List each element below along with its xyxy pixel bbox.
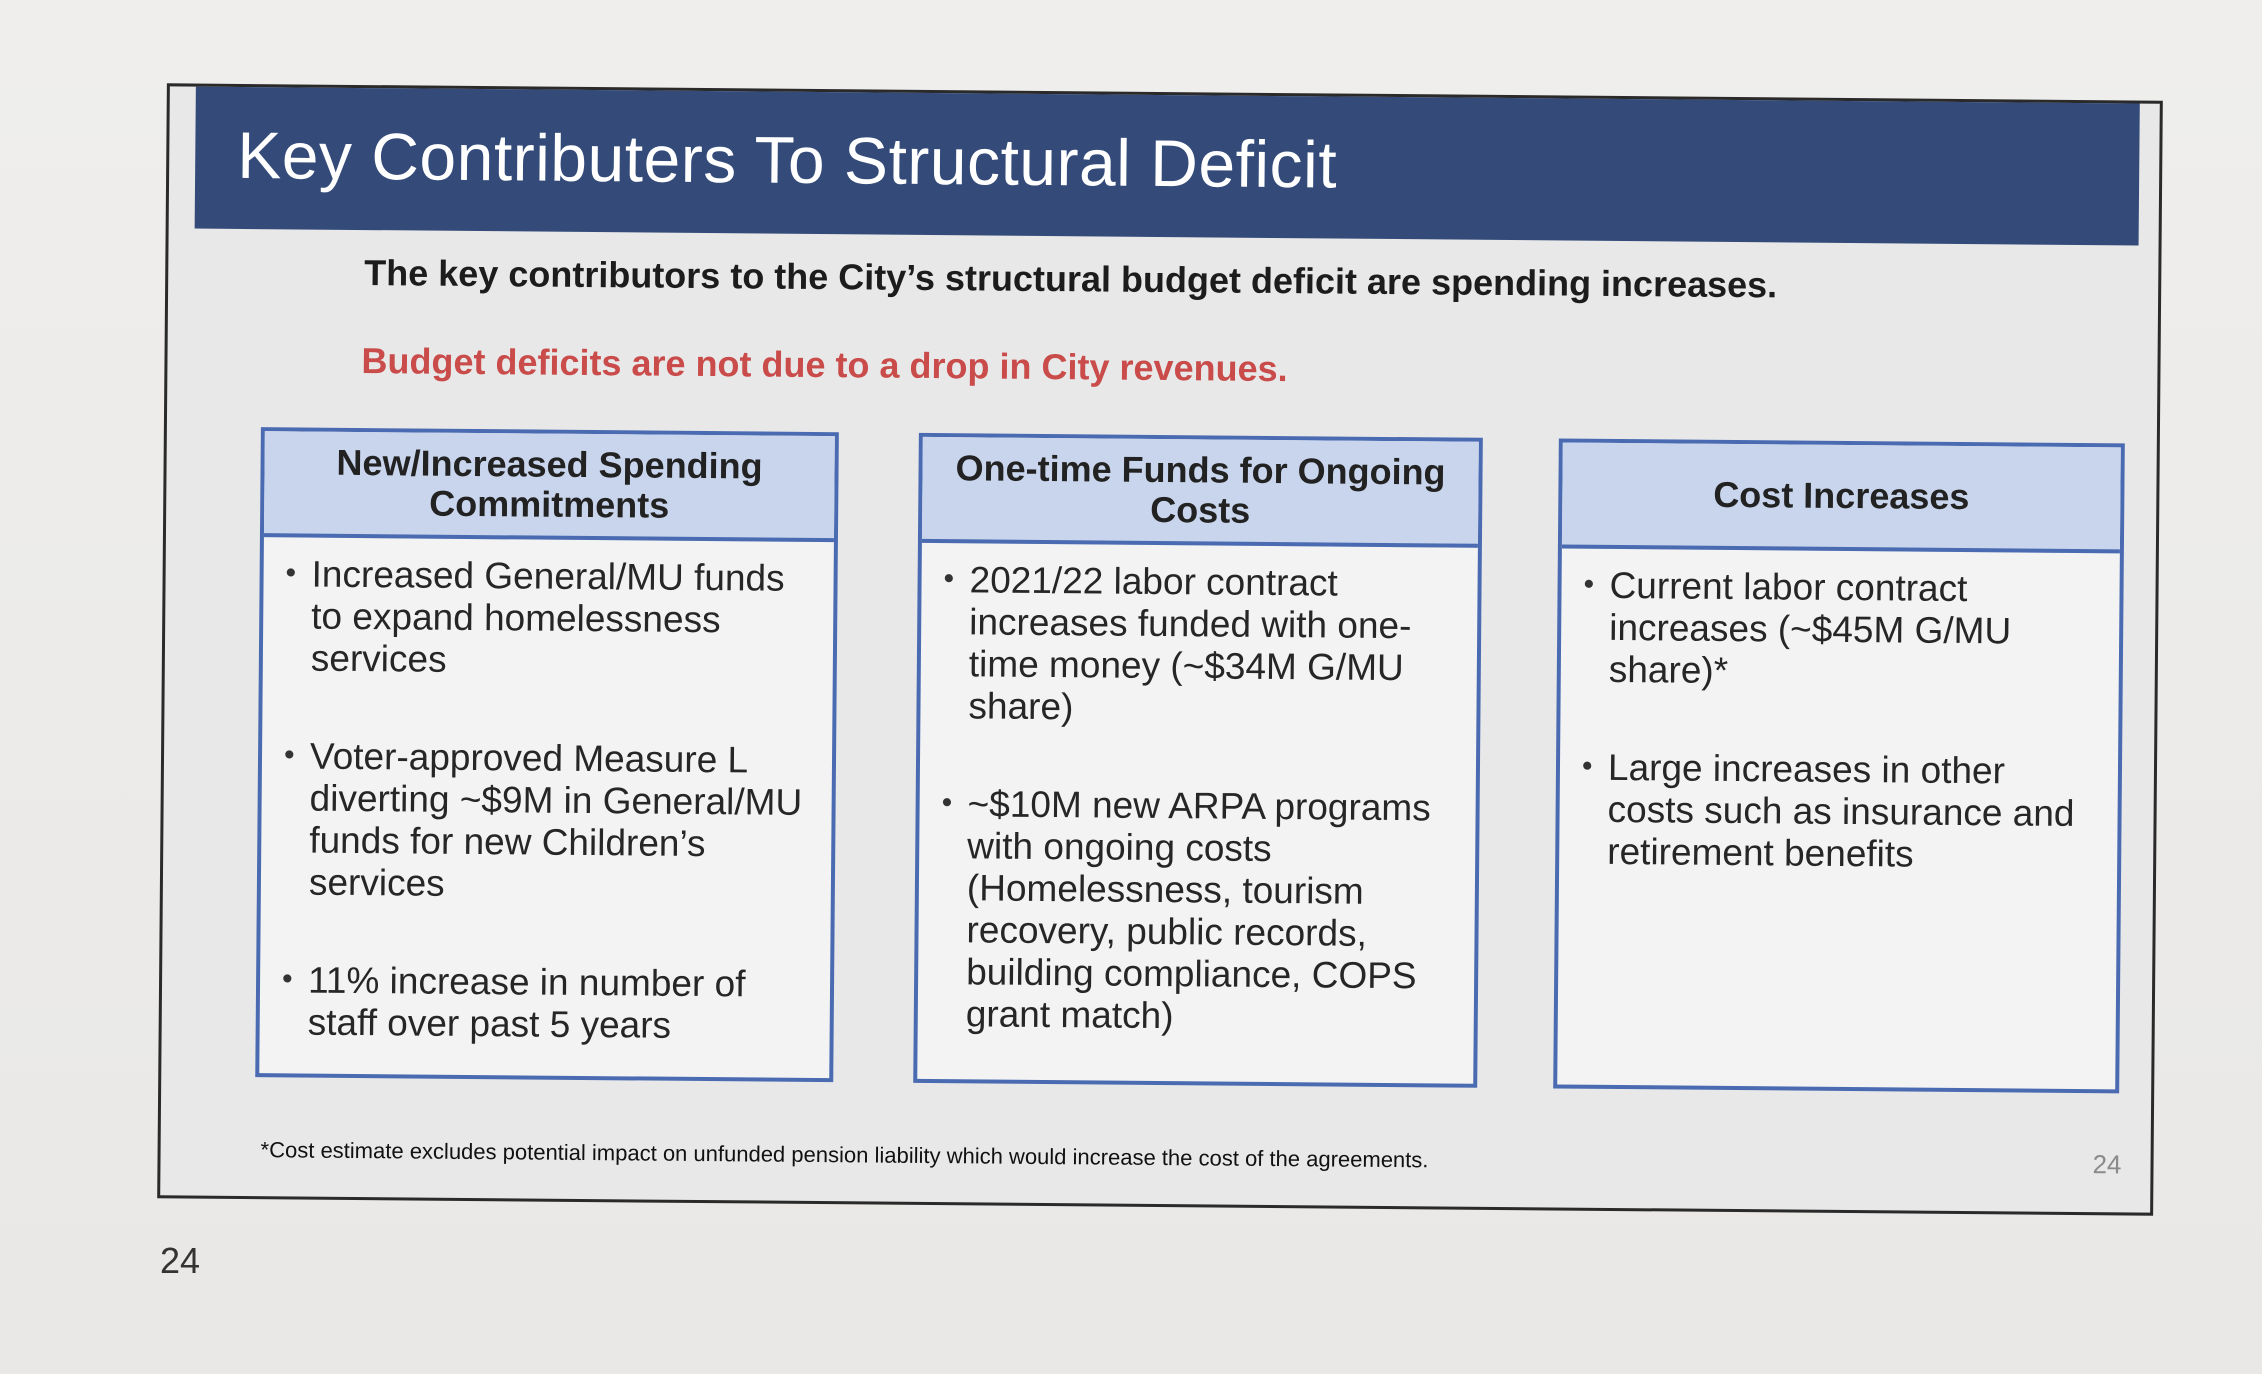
slide-number: 24 <box>2092 1149 2122 1180</box>
list-item-text: Increased General/MU funds to expand homelessness services <box>310 553 785 680</box>
column-header: One-time Funds for Ongoing Costs <box>922 437 1479 548</box>
bullet-icon: • <box>281 962 293 996</box>
slide-header <box>195 87 2140 246</box>
list-item <box>1583 565 2100 695</box>
column-body <box>1559 549 2120 878</box>
list-item <box>282 959 811 1048</box>
alert-statement: Budget deficits are not due to a drop in City revenues. <box>361 340 1288 390</box>
list-item <box>940 783 1456 1039</box>
slide-title: Key Contributers To Structural Deficit <box>236 117 1338 202</box>
list-item-text: ~$10M new ARPA programs with ongoing costs (Homelessness, tourism recovery, public records, building compliance, COPS grant match) <box>965 783 1431 1037</box>
list-item <box>942 559 1457 731</box>
bullet-icon: • <box>283 738 295 772</box>
bullet-icon: • <box>1583 567 1595 601</box>
bullet-icon: • <box>943 562 955 596</box>
list-item <box>1581 747 2098 877</box>
column-spending-commitments <box>255 427 839 1082</box>
list-item-text: Current labor contract increases (~$45M G/MU share)* <box>1608 564 2012 691</box>
list-item-text: 2021/22 labor contract increases funded with one-time money (~$34M G/MU share) <box>968 559 1412 728</box>
list-item <box>285 553 814 684</box>
key-statement: The key contributors to the City’s structural budget deficit are spending increases. <box>364 252 1778 306</box>
list-item-text: Large increases in other costs such as insurance and retirement benefits <box>1607 746 2075 875</box>
column-one-time-funds <box>913 433 1483 1088</box>
footnote: *Cost estimate excludes potential impact on unfunded pension liability which would increase the cost of the agreements. <box>260 1137 1429 1173</box>
column-header: New/Increased Spending Commitments <box>264 431 835 542</box>
list-item-text: Voter-approved Measure L diverting ~$9M in General/MU funds for new Children’s services <box>308 735 803 904</box>
page-number: 24 <box>160 1240 201 1281</box>
slide <box>157 83 2163 1215</box>
column-body <box>260 537 834 1048</box>
column-body <box>918 543 1478 1040</box>
column-header: Cost Increases <box>1562 443 2121 554</box>
list-item <box>283 735 812 908</box>
bullet-icon: • <box>285 556 297 590</box>
bullet-icon: • <box>1581 749 1593 783</box>
bullet-icon: • <box>941 786 953 820</box>
column-cost-increases <box>1553 438 2125 1093</box>
list-item-text: 11% increase in number of staff over past 5 years <box>307 959 746 1046</box>
